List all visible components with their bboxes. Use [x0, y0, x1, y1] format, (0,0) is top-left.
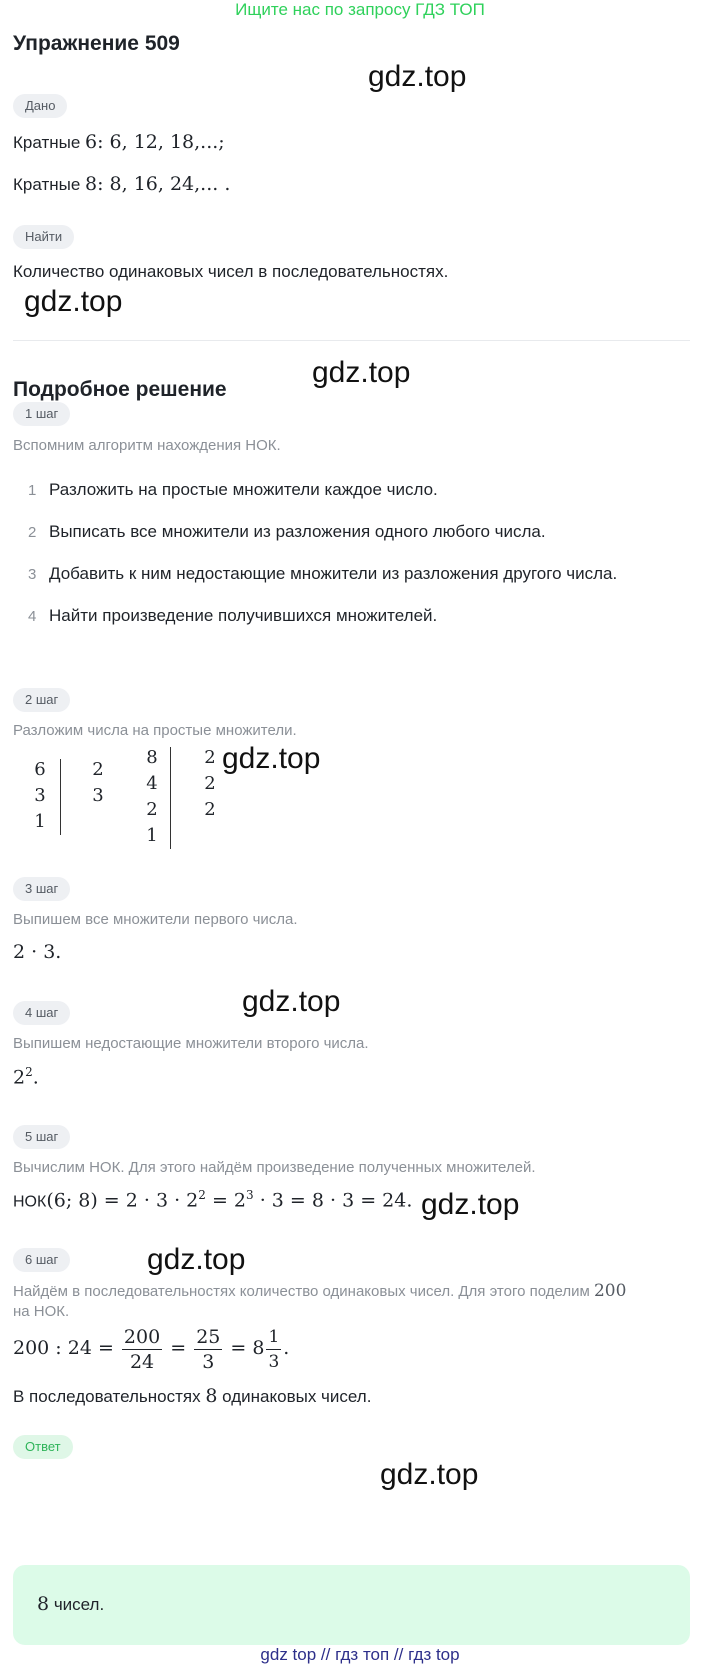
numerator: 1 [266, 1325, 281, 1350]
list-item: Разложить на простые множители каждое число. [49, 480, 438, 499]
conclusion-number: 8 [205, 1385, 218, 1407]
given-line-2 [13, 173, 230, 195]
watermark: gdz.top [24, 285, 123, 318]
step-3-intro: Выпишем все множители первого числа. [13, 911, 298, 928]
watermark: gdz.top [222, 742, 321, 775]
answer-word: чисел. [49, 1595, 105, 1614]
factor-number: 1 [34, 811, 46, 832]
step-1-label: 1 шаг [13, 402, 70, 426]
step-2-label: 2 шаг [13, 688, 70, 712]
step-6-math [13, 1323, 289, 1375]
denominator: 3 [268, 1351, 280, 1372]
factor-number: 2 [146, 799, 158, 820]
conclusion-text: В последовательностях [13, 1387, 206, 1406]
page-title: Упражнение 509 [13, 32, 180, 55]
list-marker: 4 [28, 608, 37, 625]
step-5-intro: Вычислим НОК. Для этого найдём произведение полученных множителей. [13, 1159, 536, 1176]
given-line-2-prefix: Кратные [13, 175, 86, 194]
nok-label: НОК [13, 1193, 47, 1211]
find-text: Количество одинаковых чисел в последовательностях. [13, 262, 449, 281]
step-5-part: (6; 8) = 2 · 3 · 2 [46, 1189, 199, 1212]
step-4-math [13, 1065, 39, 1088]
given-label: Дано [13, 94, 67, 118]
step-1-intro: Вспомним алгоритм нахождения НОК. [13, 437, 281, 454]
list-marker: 2 [28, 524, 37, 541]
watermark: gdz.top [368, 60, 467, 93]
watermark: gdz.top [380, 1458, 479, 1491]
factor-number: 8 [146, 747, 158, 768]
factor-divider [170, 747, 171, 849]
conclusion-text: одинаковых чисел. [217, 1387, 372, 1406]
factor-number: 6 [34, 759, 46, 780]
given-line-2-math: 8: 8, 16, 24,... . [85, 173, 231, 195]
step-5-exp: 3 [246, 1188, 254, 1202]
fraction [266, 1325, 281, 1374]
factor-prime: 3 [92, 785, 104, 806]
answer-box [13, 1565, 690, 1645]
watermark: gdz.top [312, 356, 411, 389]
top-banner[interactable]: Ищите нас по запросу ГДЗ ТОП [235, 0, 485, 19]
footer-links[interactable]: gdz top // гдз топ // гдз top [260, 1645, 460, 1664]
factor-number: 3 [34, 785, 46, 806]
step-6-conclusion [13, 1385, 371, 1407]
watermark: gdz.top [421, 1188, 520, 1221]
list-marker: 3 [28, 566, 37, 583]
factor-prime: 2 [204, 747, 216, 768]
step-5-exp: 2 [198, 1188, 206, 1202]
step-4-base: 2 [13, 1066, 26, 1089]
watermark: gdz.top [147, 1243, 246, 1276]
given-line-1-math: 6: 6, 12, 18,...; [85, 131, 225, 153]
step-6-intro [13, 1281, 693, 1301]
step-3-math: 2 · 3. [13, 941, 62, 963]
step-5-math [13, 1188, 412, 1212]
step-6-intro-line-2: на НОК. [13, 1303, 70, 1320]
answer-number: 8 [37, 1593, 50, 1615]
step-5-part: · 3 = 8 · 3 = 24. [253, 1189, 413, 1212]
factor-number: 1 [146, 825, 158, 846]
divider [13, 340, 690, 341]
step-6-part: = 8 [224, 1337, 265, 1359]
fraction [122, 1325, 162, 1374]
given-line-1 [13, 131, 225, 153]
step-2-intro: Разложим числа на простые множители. [13, 722, 297, 739]
step-3-label: 3 шаг [13, 877, 70, 901]
step-6-intro-text: Найдём в последовательностях количество одинаковых чисел. Для этого поделим [13, 1283, 594, 1300]
find-label: Найти [13, 225, 74, 249]
given-line-1-prefix: Кратные [13, 133, 86, 152]
step-6-part: = [164, 1337, 193, 1359]
step-4-label: 4 шаг [13, 1001, 70, 1025]
factor-divider [60, 759, 61, 835]
step-5-label: 5 шаг [13, 1125, 70, 1149]
numerator: 200 [123, 1325, 161, 1348]
denominator: 3 [202, 1350, 215, 1373]
answer-label: Ответ [13, 1435, 73, 1459]
list-item: Добавить к ним недостающие множители из разложения другого числа. [49, 564, 618, 583]
factor-prime: 2 [204, 799, 216, 820]
step-5-part: = 2 [205, 1189, 247, 1212]
step-4-intro: Выпишем недостающие множители второго числа. [13, 1035, 369, 1052]
solution-heading: Подробное решение [13, 378, 227, 401]
list-item: Найти произведение получившихся множителей. [49, 606, 438, 625]
step-6-label: 6 шаг [13, 1248, 70, 1272]
numerator: 25 [196, 1325, 221, 1348]
step-6-part: . [283, 1337, 290, 1359]
factor-prime: 2 [204, 773, 216, 794]
fraction [194, 1325, 222, 1374]
denominator: 24 [129, 1350, 155, 1373]
step-4-exp: 2 [25, 1065, 33, 1079]
factor-prime: 2 [92, 759, 104, 780]
step-6-part: 200 : 24 = [13, 1337, 120, 1359]
list-marker: 1 [28, 482, 37, 499]
factor-number: 4 [146, 773, 158, 794]
step-6-intro-number: 200 [593, 1281, 627, 1301]
answer-text [37, 1593, 104, 1615]
list-item: Выписать все множители из разложения одного любого числа. [49, 522, 546, 541]
watermark: gdz.top [242, 985, 341, 1018]
step-4-tail: . [32, 1066, 39, 1089]
